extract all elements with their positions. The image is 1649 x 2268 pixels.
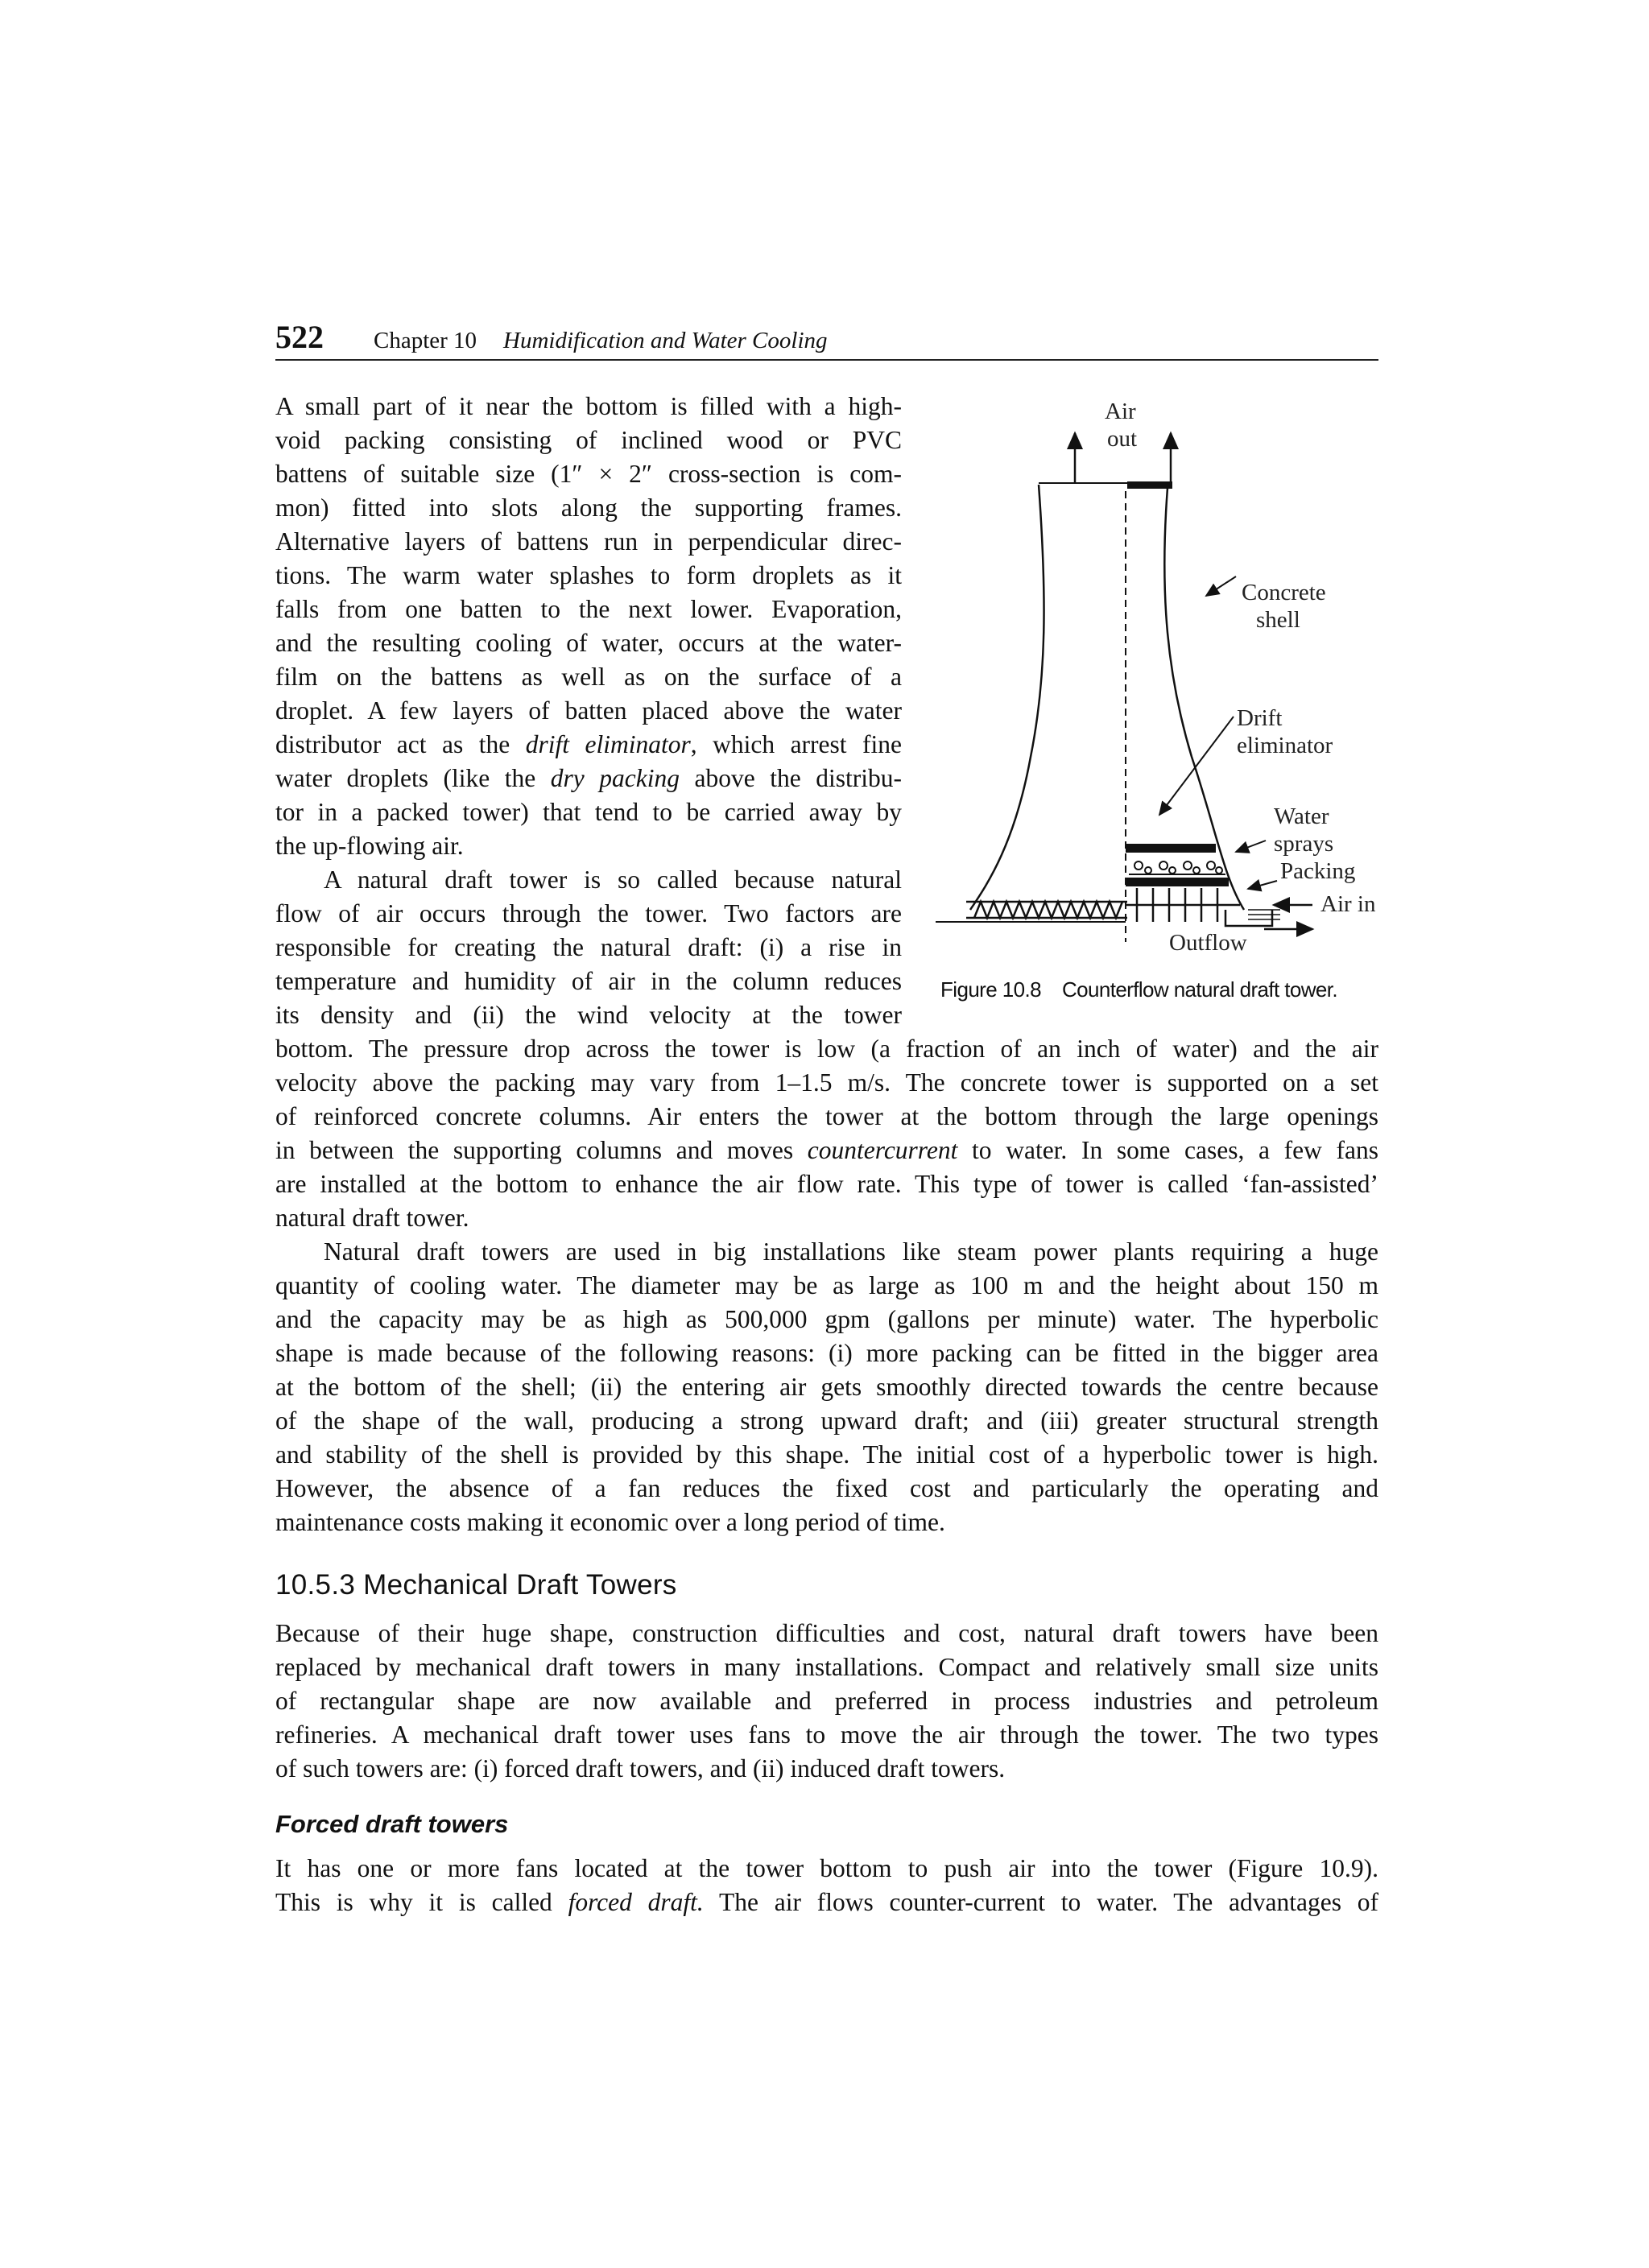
text-line: velocity above the packing may vary from 1–1.5 m/s. The concrete tower is supported on a set [275, 1068, 1378, 1097]
paragraph-2 [275, 863, 902, 1032]
text-line: temperature and humidity of air in the column reduces [275, 967, 902, 995]
text-line: Because of their huge shape, construction difficulties and cost, natural draft towers have been [275, 1619, 1378, 1647]
text-line: refineries. A mechanical draft tower uses fans to move the air through the tower. The two types [275, 1721, 1378, 1749]
text-line: quantity of cooling water. The diameter may be as large as 100 m and the height about 150 m [275, 1271, 1378, 1299]
text-line: Natural draft towers are used in big installations like steam power plants requiring a huge [324, 1237, 1378, 1266]
text-line: film on the battens as well as on the surface of a [275, 663, 902, 691]
text-line: falls from one batten to the next lower. Evaporation, [275, 595, 902, 623]
text-line: shape is made because of the following reasons: (i) more packing can be fitted in the bigger area [275, 1339, 1378, 1367]
text-line: bottom. The pressure drop across the tower is low (a fraction of an inch of water) and the air [275, 1035, 1378, 1063]
base-columns [1126, 888, 1240, 922]
emphasis-countercurrent: countercurrent [807, 1136, 958, 1164]
text-line: void packing consisting of inclined wood or PVC [275, 426, 902, 454]
text-line: This is why it is called forced draft. The air flows counter-current to water. The advantages of [275, 1888, 1378, 1916]
text-line: It has one or more fans located at the tower bottom to push air into the tower (Figure 10.9). [275, 1854, 1378, 1882]
leader-drift-eliminator [1159, 717, 1234, 815]
figure-cooling-tower [926, 395, 1385, 1022]
paragraph-4 [275, 1617, 1378, 1786]
text-line: maintenance costs making it economic over a long period of time. [275, 1508, 945, 1536]
text-line: A natural draft tower is so called because natural [324, 865, 902, 894]
leader-water-sprays [1236, 841, 1266, 852]
page-number: 522 [275, 319, 324, 355]
text-line: tor in a packed tower) that tend to be carried away by [275, 798, 902, 826]
label-outflow: Outflow [1169, 930, 1247, 956]
emphasis-drift-eliminator: drift eliminator [525, 730, 691, 758]
label-packing: Packing [1280, 858, 1356, 884]
label-water-2: sprays [1274, 831, 1334, 857]
text-line: at the bottom of the shell; (ii) the entering air gets smoothly directed towards the centre because [275, 1373, 1378, 1401]
text-line: mon) fitted into slots along the supporting frames. [275, 494, 902, 522]
packing-bar [1126, 878, 1229, 886]
text-line: flow of air occurs through the tower. Two factors are [275, 899, 902, 927]
paragraph-1 [275, 390, 902, 863]
water-basin [1225, 910, 1272, 926]
section-heading: 10.5.3 Mechanical Draft Towers [275, 1569, 677, 1601]
text-line: the up-flowing air. [275, 832, 464, 860]
text-line: However, the absence of a fan reduces the fixed cost and particularly the operating and [275, 1474, 1378, 1502]
leader-concrete-shell [1206, 576, 1236, 596]
cooling-tower-diagram [926, 395, 1385, 974]
text-line: A small part of it near the bottom is filled with a high- [275, 392, 902, 420]
label-drift-2: eliminator [1237, 733, 1333, 758]
text-line: in between the supporting columns and moves countercurrent to water. In some cases, a few fans [275, 1136, 1378, 1164]
text-line: and the capacity may be as high as 500,000 gpm (gallons per minute) water. The hyperbolic [275, 1305, 1378, 1333]
emphasis-forced-draft: forced draft. [568, 1888, 704, 1916]
label-concrete-1: Concrete [1242, 580, 1326, 605]
label-water-1: Water [1274, 804, 1329, 829]
text-line: tions. The warm water splashes to form droplets as it [275, 561, 902, 589]
chapter-label: Chapter 10 [374, 328, 477, 353]
drift-eliminator-bar [1126, 844, 1216, 853]
base-hatching [966, 902, 1127, 918]
page-header [275, 319, 1378, 361]
air-in-streaks [1248, 910, 1280, 919]
label-air-out-1: Air [1105, 399, 1136, 424]
text-line: are installed at the bottom to enhance the air flow rate. This type of tower is called ‘fan-assisted’ [275, 1170, 1378, 1198]
text-line: distributor act as the drift eliminator, which arrest fine [275, 730, 903, 758]
text-line: its density and (ii) the wind velocity at the tower [275, 1001, 902, 1029]
label-air-in: Air in [1320, 891, 1376, 917]
figure-number: Figure 10.8 [940, 977, 1041, 1002]
text-line: Alternative layers of battens run in perpendicular direc- [275, 527, 902, 556]
leader-packing [1248, 881, 1277, 889]
text-line: responsible for creating the natural draft: (i) a rise in [275, 933, 902, 961]
text-line: and stability of the shell is provided by this shape. The initial cost of a hyperbolic tower is high. [275, 1440, 1378, 1469]
label-air-out-2: out [1107, 426, 1138, 452]
tower-shell-left [970, 485, 1044, 910]
paragraph-3 [275, 1235, 1378, 1539]
tower-top-lip [1127, 481, 1172, 489]
text-line: natural draft tower. [275, 1204, 469, 1232]
text-line: droplet. A few layers of batten placed above the water [275, 696, 902, 725]
text-line: of rectangular shape are now available and preferred in process industries and petroleum [275, 1687, 1378, 1715]
label-drift-1: Drift [1237, 705, 1283, 731]
text-line: and the resulting cooling of water, occurs at the water- [275, 629, 902, 657]
emphasis-dry-packing: dry packing [550, 764, 680, 792]
text-line: of reinforced concrete columns. Air enters the tower at the bottom through the large openings [275, 1102, 1378, 1130]
text-line: replaced by mechanical draft towers in many installations. Compact and relatively small size units [275, 1653, 1378, 1681]
text-line: battens of suitable size (1″ × 2″ cross-section is com- [275, 460, 902, 488]
label-concrete-2: shell [1256, 607, 1300, 633]
figure-caption-text: Counterflow natural draft tower. [1061, 977, 1338, 1002]
text-line: of such towers are: (i) forced draft towers, and (ii) induced draft towers. [275, 1754, 1006, 1783]
figure-caption [940, 977, 1337, 1002]
paragraph-2-continued [275, 1032, 1378, 1235]
text-line: of the shape of the wall, producing a strong upward draft; and (iii) greater structural strength [275, 1407, 1378, 1435]
water-sprays [1129, 861, 1225, 874]
text-line: water droplets (like the dry packing above the distribu- [275, 764, 902, 792]
subheading: Forced draft towers [275, 1810, 509, 1838]
paragraph-5 [275, 1852, 1378, 1919]
chapter-title: Humidification and Water Cooling [503, 328, 828, 353]
